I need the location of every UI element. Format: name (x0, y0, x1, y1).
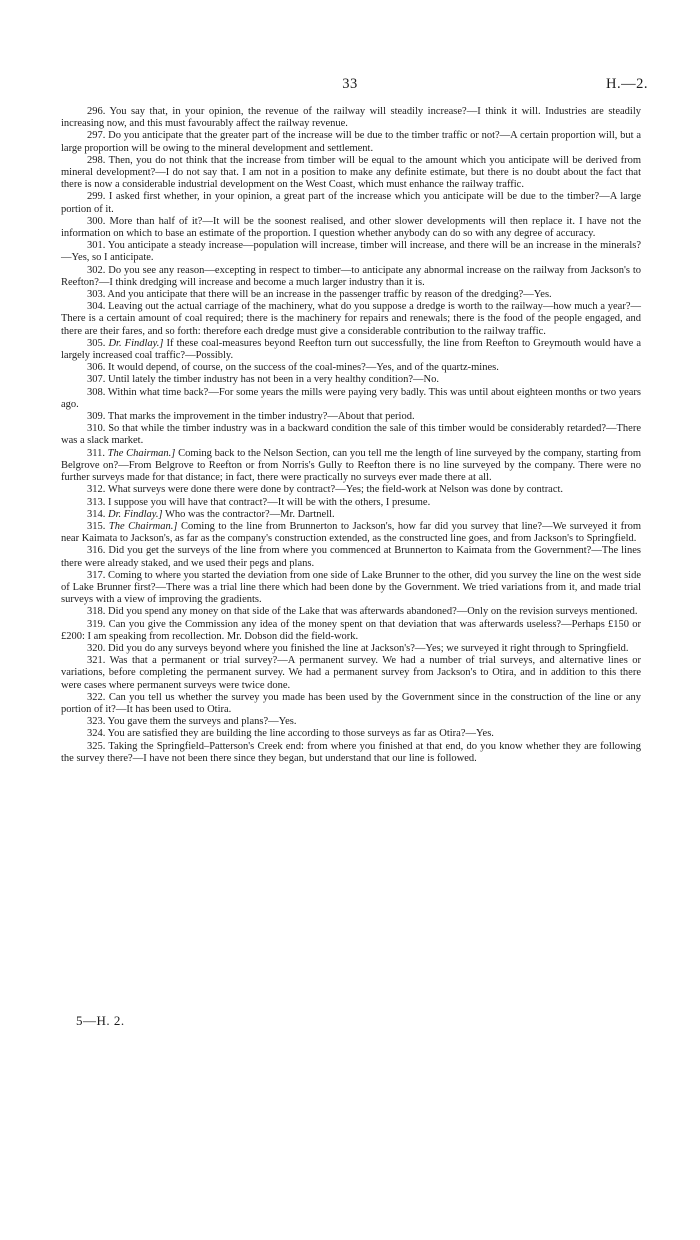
question-number: 304. (87, 301, 106, 313)
question-paragraph (61, 240, 641, 264)
question-number: 296. (87, 106, 106, 117)
question-text: Coming to the line from Brunnerton to Jackson's, how far did you survey that line?—We surveyed it from near Kaimata to Jackson's, as far as the company's construction extended, as the constructed line goes, and from Jackson's to Springfield. (61, 520, 641, 545)
question-number: 317. (87, 569, 106, 581)
question-text: Within what time back?—For some years the mills were paying very badly. This was until about eighteen months or two years ago. (61, 386, 642, 410)
question-paragraph (61, 423, 641, 447)
question-number: 315. (87, 520, 106, 532)
question-paragraph (61, 728, 641, 740)
question-paragraph (61, 448, 641, 485)
speaker-label: Dr. Findlay.] (108, 337, 164, 349)
question-paragraph (61, 692, 641, 716)
question-text: You say that, in your opinion, the revenue of the railway will steadily increase?—I think it will. Industries are steadily increasing now, and this must favourably affect the railway revenue. (61, 106, 641, 130)
question-number: 316. (87, 545, 106, 557)
question-number: 297. (87, 130, 106, 142)
question-text: Did you get the surveys of the line from where you commenced at Brunnerton to Kaimata from the Government?—The lines there were already staked, and we used their pegs and plans. (61, 545, 642, 569)
question-text: You gave them the surveys and plans?—Yes. (107, 716, 297, 728)
question-text: Coming to where you started the deviation from one side of Lake Brunner to the other, did you survey the line on the west side of Lake Brunner first?—There was a trial line there which had been done by the Government. We tried variations from it, and made trial surveys with a view of improving the gradients. (61, 569, 642, 606)
question-text: Who was the contractor?—Mr. Dartnell. (164, 508, 335, 520)
speaker-label: Dr. Findlay.] (108, 508, 163, 520)
question-paragraph (61, 509, 641, 521)
question-paragraph (61, 655, 641, 692)
question-text: Do you see any reason—excepting in respect to timber—to anticipate any abnormal increase on the railway from Jackson's to Reefton?—I think dredging will increase and become a much larger industry than it is. (61, 264, 642, 288)
question-text: More than half of it?—It will be the soonest realised, and other slower developments will then replace it. I have not the information on which to base an estimate of the proportion. I question whether anybody can do so with any degree of accuracy. (61, 215, 641, 240)
question-number: 308. (87, 386, 106, 398)
body-text (61, 106, 641, 765)
question-text: You are satisfied they are building the line according to those surveys as far as Otira?—Yes. (107, 728, 494, 740)
question-paragraph (61, 716, 641, 728)
question-number: 299. (87, 191, 106, 203)
question-paragraph (61, 484, 641, 496)
question-paragraph (61, 265, 641, 289)
question-paragraph (61, 643, 641, 655)
question-paragraph (61, 301, 641, 338)
question-paragraph (61, 570, 641, 607)
question-paragraph (61, 497, 641, 509)
question-text: Do you anticipate that the greater part of the increase will be due to the timber traffic or not?—A certain proportion will, but a large proportion will be owing to the mineral development and settlement. (61, 130, 641, 154)
question-text: That marks the improvement in the timber industry?—About that period. (107, 411, 415, 423)
question-paragraph (61, 289, 641, 301)
question-number: 318. (87, 606, 106, 618)
question-paragraph (61, 338, 641, 362)
question-text: And you anticipate that there will be an increase in the passenger traffic by reason of the dredging?—Yes. (107, 289, 552, 301)
page-number: 33 (342, 76, 358, 92)
question-paragraph (61, 155, 641, 192)
question-text: Then, you do not think that the increase from timber will be equal to the amount which you anticipate will be derived from mineral development?—I do not say that. I am not in a position to make any definite estimate, but there is no doubt about the fact that there is now a considerable industrial development on the West Coast, which must enhance the railway traffic. (61, 154, 642, 191)
speaker-label: The Chairman.] (107, 447, 176, 459)
question-text: So that while the timber industry was in a backward condition the sale of this timber would be considerably retarded?—There was a slack market. (61, 423, 642, 447)
speaker-label: The Chairman.] (108, 520, 178, 532)
question-text: Did you do any surveys beyond where you finished the line at Jackson's?—Yes; we surveyed it right through to Springfield. (108, 642, 629, 654)
printer-signature: 5—H. 2. (76, 1013, 125, 1028)
question-number: 307. (87, 374, 106, 386)
question-number: 321. (87, 655, 106, 667)
question-number: 298. (87, 154, 106, 166)
question-text: You anticipate a steady increase—population will increase, timber will increase, and there will be an increase in the minerals?—Yes, so I anticipate. (61, 240, 641, 264)
question-paragraph (61, 387, 641, 411)
question-text: Can you tell us whether the survey you made has been used by the Government since in the construction of the line or any portion of it?—It has been used to Otira. (61, 691, 641, 715)
question-number: 300. (87, 215, 106, 227)
question-paragraph (61, 191, 641, 215)
question-text: Leaving out the actual carriage of the machinery, what do you suppose a dredge is worth to the railway—how much a year?—There is a certain amount of coal required; there is the machinery for repairs and renewals; there is the food of the people engaged, and there are their fares, and so forth: therefore each dredge must give a considerable contribution to the railway traffic. (61, 301, 642, 337)
question-paragraph (61, 362, 641, 374)
document-reference: H.—2. (606, 76, 648, 92)
question-number: 301. (87, 240, 106, 252)
question-paragraph (61, 545, 641, 569)
question-paragraph (61, 106, 641, 130)
question-text: If these coal-measures beyond Reefton turn out successfully, the line from Reefton to Greymouth would have a largely increased coal traffic?—Possibly. (61, 337, 642, 362)
question-number: 309. (87, 411, 106, 423)
question-number: 322. (87, 691, 106, 703)
question-text: I asked first whether, in your opinion, a great part of the increase which you anticipate will be due to the timber?—A large portion of it. (61, 191, 642, 215)
question-number: 310. (87, 423, 106, 435)
question-number: 312. (87, 484, 106, 496)
question-number: 320. (87, 642, 106, 654)
question-number: 323. (87, 716, 106, 728)
question-number: 306. (87, 362, 106, 374)
question-number: 314. (87, 508, 106, 520)
question-paragraph (61, 606, 641, 618)
question-text: Was that a permanent or trial survey?—A permanent survey. We had a number of trial surveys, and alternative lines or variations, before completing the permanent survey. We had a permanent survey from Jackson's to Otira, and in addition to this there were cases where permanent surveys were twice done. (61, 655, 641, 691)
question-text: I suppose you will have that contract?—It will be with the others, I presume. (108, 496, 431, 508)
question-paragraph (61, 741, 641, 765)
question-text: It would depend, of course, on the success of the coal-mines?—Yes, and of the quartz-mines. (108, 362, 499, 374)
question-number: 325. (87, 740, 106, 752)
question-paragraph (61, 216, 641, 240)
question-paragraph (61, 130, 641, 154)
question-paragraph (61, 411, 641, 423)
question-number: 311. (87, 447, 105, 459)
question-number: 319. (87, 618, 106, 630)
question-paragraph (61, 521, 641, 545)
question-text: Coming back to the Nelson Section, can you tell me the length of line surveyed by the company, starting from Belgrove on?—From Belgrove to Reefton or from Norris's Gully to Reefton there is no line surveyed by the company. There were no further surveys made for that distance; in fact, there were practically no surveys ever made there at all. (61, 447, 642, 484)
question-text: Taking the Springfield–Patterson's Creek end: from where you finished at that end, do you know whether they are following the survey there?—I have not been there since they began, but understand that our line is followed. (61, 740, 641, 764)
question-number: 313. (87, 496, 106, 508)
question-paragraph (61, 619, 641, 643)
question-number: 303. (87, 289, 106, 301)
question-text: What surveys were done there were done by contract?—Yes; the field-work at Nelson was done by contract. (107, 484, 564, 496)
question-text: Can you give the Commission any idea of the money spent on that deviation that was afterwards useless?—Perhaps £150 or £200: I am speaking from recollection. Mr. Dobson did the field-work. (61, 618, 642, 642)
question-paragraph (61, 374, 641, 386)
question-text: Did you spend any money on that side of the Lake that was afterwards abandoned?—Only on the revision surveys mentioned. (108, 606, 638, 618)
question-number: 305. (87, 337, 106, 349)
question-number: 324. (87, 728, 106, 740)
question-number: 302. (87, 264, 106, 276)
question-text: Until lately the timber industry has not been in a very healthy condition?—No. (108, 374, 439, 386)
